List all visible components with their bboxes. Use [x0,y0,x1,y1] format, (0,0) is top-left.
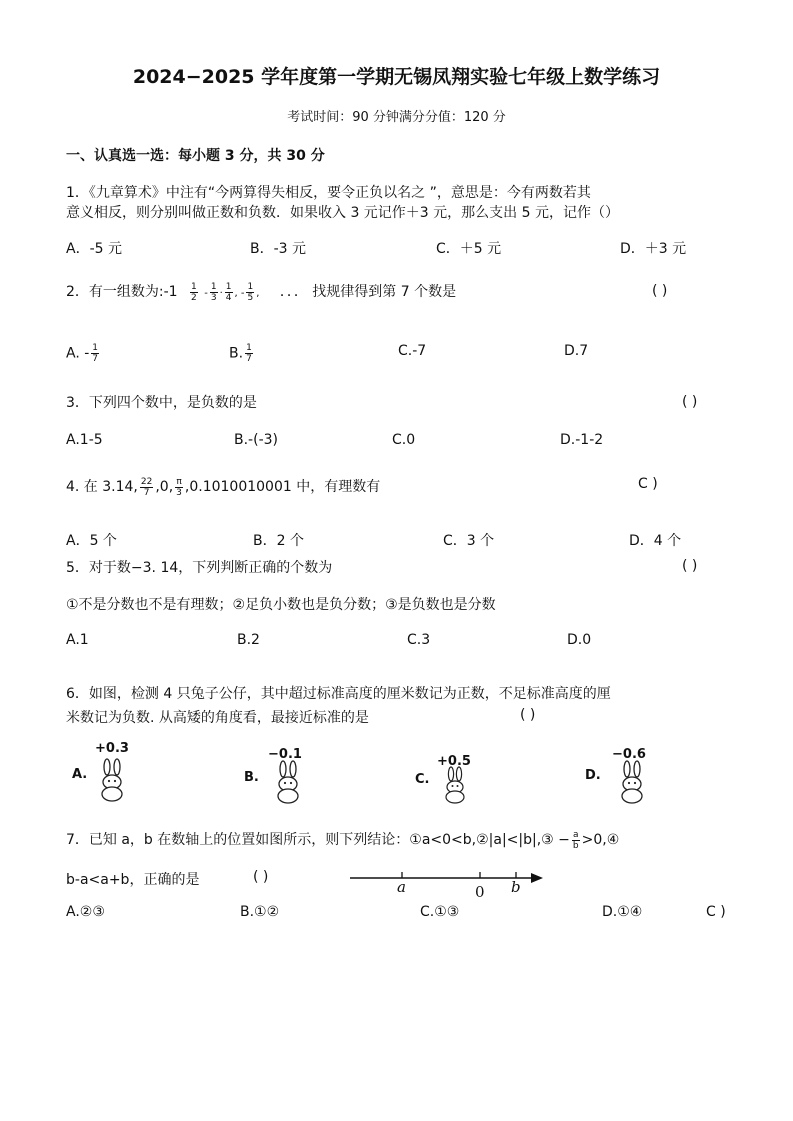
question-5: 5．对于数−3. 14，下列判断正确的个数为 [66,560,333,576]
q2-fraction-3: $\frac{1}{4}$ [225,281,232,303]
q3-option-d: D.-1-2 [560,432,604,448]
question-6-line-1: 6．如图，检测 4 只兔子公仔，其中超过标准高度的厘米数记为正数，不足标准高度的厘 [66,686,611,702]
q4-fraction-pi-3: $\frac{\pi}{3}$ [176,476,182,498]
q6-value-a: +0.3 [95,741,129,756]
q2-suffix: 找规律得到第 7 个数是 [312,284,457,300]
section-heading: 一、认真选一选：每小题 3 分，共 30 分 [66,148,325,164]
question-6-line-2: 米数记为负数. 从高矮的角度看，最接近标准的是 [66,710,369,726]
page-title: 2024−2025 学年度第一学期无锡凤翔实验七年级上数学练习 [132,66,661,88]
exam-info: 考试时间：90 分钟满分分值：120 分 [287,110,506,125]
q6-value-c: +0.5 [437,754,471,769]
q5-answer-paren: ( ) [682,558,698,574]
number-line-diagram [345,860,550,900]
q3-option-a: A.1-5 [66,432,103,448]
q2-ellipsis: ．．． [279,284,308,300]
bunny-icon [97,758,127,802]
q7-fraction-a-b: $\frac{a}{b}$ [572,829,579,851]
q3-answer-paren: ( ) [682,394,698,410]
q2-option-d: D.7 [564,343,589,359]
q2-prefix: 2．有一组数为:-1 [66,284,178,300]
q4-option-c: C．3 个 [443,533,495,549]
question-7-line-1: 7．已知 a，b 在数轴上的位置如图所示，则下列结论：①a<0<b,②|a|<|b|,③ − $\frac{a}{b}$ >0,④ [66,829,620,851]
q5-option-d: D.0 [567,632,592,648]
q1-option-b: B．-3 元 [250,241,307,257]
q5-option-b: B.2 [237,632,260,648]
question-2: 2．有一组数为:-1 $\frac{1}{2}$ - $\frac{1}{3}$ · $\frac{1}{4}$ , - $\frac{1}{5}$ , ．．． 找规律得到第 7 个数是 [66,281,457,303]
q2-option-b: B. $\frac{1}{7}$ [229,343,252,364]
q6-label-b: B. [244,770,259,785]
q6-value-d: −0.6 [612,747,646,762]
q5-option-c: C.3 [407,632,431,648]
q7-option-a: A.②③ [66,904,105,920]
question-7-line-2: b-a<a+b，正确的是 [66,872,200,888]
question-4: 4. 在 3.14, $\frac{22}{7}$ ,0, $\frac{\pi}{3}$ ,0.1010010001 中，有理数有 [66,476,381,498]
q1-option-a: A．-5 元 [66,241,122,257]
q1-option-c: C．＋5 元 [436,241,502,257]
q5-option-a: A.1 [66,632,89,648]
q6-label-a: A. [72,767,88,782]
q7-answer-paren: ( ) [253,869,269,885]
q6-label-d: D. [585,768,601,783]
q3-option-c: C.0 [392,432,416,448]
bunny-icon [442,766,468,804]
bunny-icon [617,760,647,804]
axis-label-zero: 0 [475,883,485,900]
question-3: 3．下列四个数中，是负数的是 [66,395,257,411]
q6-value-b: −0.1 [268,747,302,762]
bunny-icon [273,760,303,804]
q4-option-b: B．2 个 [253,533,304,549]
q2-fraction-4: $\frac{1}{5}$ [247,281,254,303]
q1-option-d: D．＋3 元 [620,241,687,257]
q2-fraction-1: $\frac{1}{2}$ [191,281,197,303]
q4-option-a: A．5 个 [66,533,117,549]
q2-option-c: C.-7 [398,343,427,359]
q7-answer-mark: C ) [706,904,726,920]
q2-fraction-2: $\frac{1}{3}$ [210,281,217,303]
q2-option-a: A. - $\frac{1}{7}$ [66,343,99,364]
q7-option-b: B.①② [240,904,280,920]
question-1-line-2: 意义相反，则分别叫做正数和负数．如果收入 3 元记作＋3 元，那么支出 5 元，记作（） [66,205,619,221]
q3-option-b: B.-(-3) [234,432,278,448]
q7-option-d: D.①④ [602,904,643,920]
q4-option-d: D．4 个 [629,533,682,549]
q6-label-c: C. [415,772,430,787]
q7-option-c: C.①③ [420,904,460,920]
axis-label-a: a [397,878,406,896]
question-1-line-1: 1．《九章算术》中注有“今两算得失相反，要令正负以名之 ”，意思是：今有两数若其 [66,185,591,201]
q4-fraction-22-7: $\frac{22}{7}$ [140,476,153,498]
q2-answer-paren: ( ) [652,283,668,299]
q6-answer-paren: ( ) [520,707,536,723]
question-5-statements: ①不是分数也不是有理数；②足负小数也是负分数；③是负数也是分数 [66,597,496,613]
q4-answer-paren: C ) [638,476,658,492]
axis-label-b: b [511,878,521,896]
